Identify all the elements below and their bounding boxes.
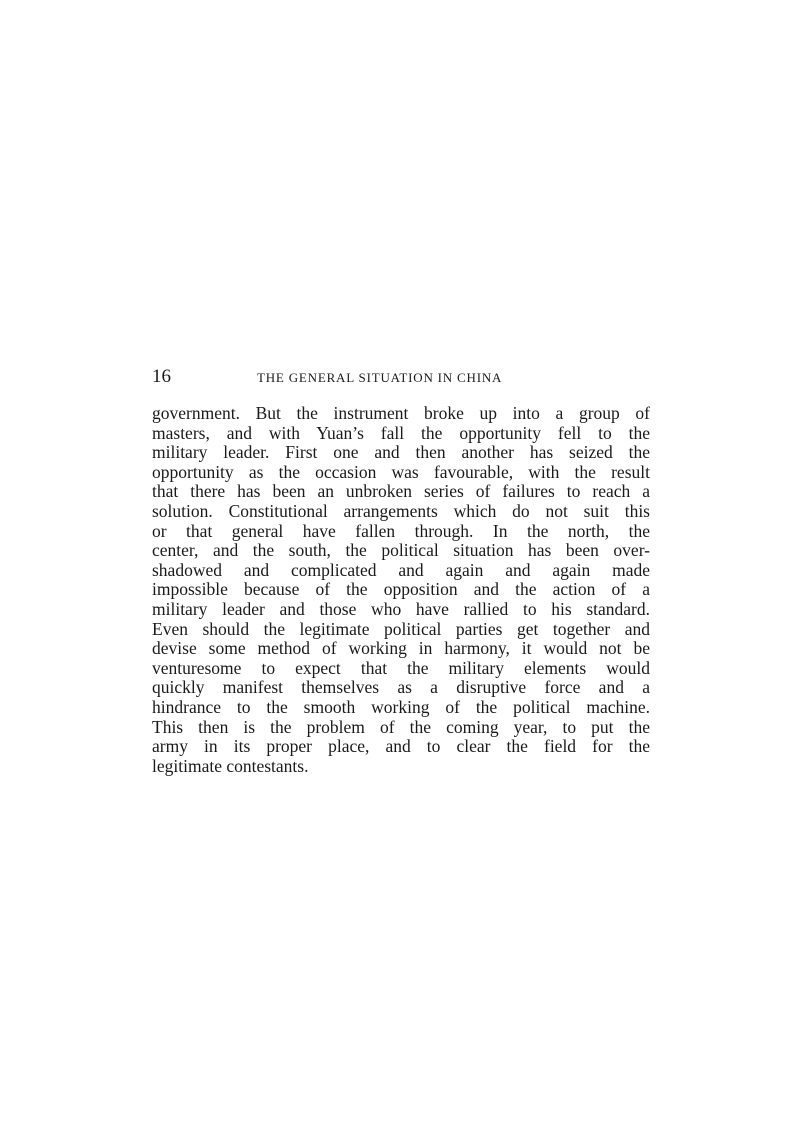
text-line: or that general have fallen through. In the north, the bbox=[152, 520, 650, 541]
page-number: 16 bbox=[152, 366, 171, 387]
body-paragraph bbox=[152, 404, 650, 776]
text-line: hindrance to the smooth working of the political machine. bbox=[152, 696, 650, 717]
text-line: Even should the legitimate political parties get together and bbox=[152, 618, 650, 639]
text-line: legitimate contestants. bbox=[152, 755, 309, 776]
text-line: military leader and those who have rallied to his standard. bbox=[152, 598, 650, 619]
text-line: military leader. First one and then another has seized the bbox=[152, 442, 650, 463]
running-title: THE GENERAL SITUATION IN CHINA bbox=[257, 370, 503, 385]
text-line: center, and the south, the political situation has been over- bbox=[152, 540, 650, 561]
text-line: opportunity as the occasion was favourable, with the result bbox=[152, 461, 650, 482]
text-line: masters, and with Yuan’s fall the opportunity fell to the bbox=[152, 422, 650, 443]
text-line: quickly manifest themselves as a disruptive force and a bbox=[152, 677, 650, 698]
text-line: shadowed and complicated and again and again made bbox=[152, 559, 650, 580]
text-line: venturesome to expect that the military elements would bbox=[152, 657, 650, 678]
text-line: government. But the instrument broke up into a group of bbox=[152, 403, 650, 423]
text-line: devise some method of working in harmony, it would not be bbox=[152, 638, 650, 659]
text-line: solution. Constitutional arrangements which do not suit this bbox=[152, 500, 650, 521]
text-line: army in its proper place, and to clear the field for the bbox=[152, 736, 650, 757]
text-line: that there has been an unbroken series of failures to reach a bbox=[152, 481, 650, 502]
text-line: impossible because of the opposition and the action of a bbox=[152, 579, 650, 600]
text-line: This then is the problem of the coming year, to put the bbox=[152, 716, 650, 737]
page-header bbox=[152, 366, 650, 388]
